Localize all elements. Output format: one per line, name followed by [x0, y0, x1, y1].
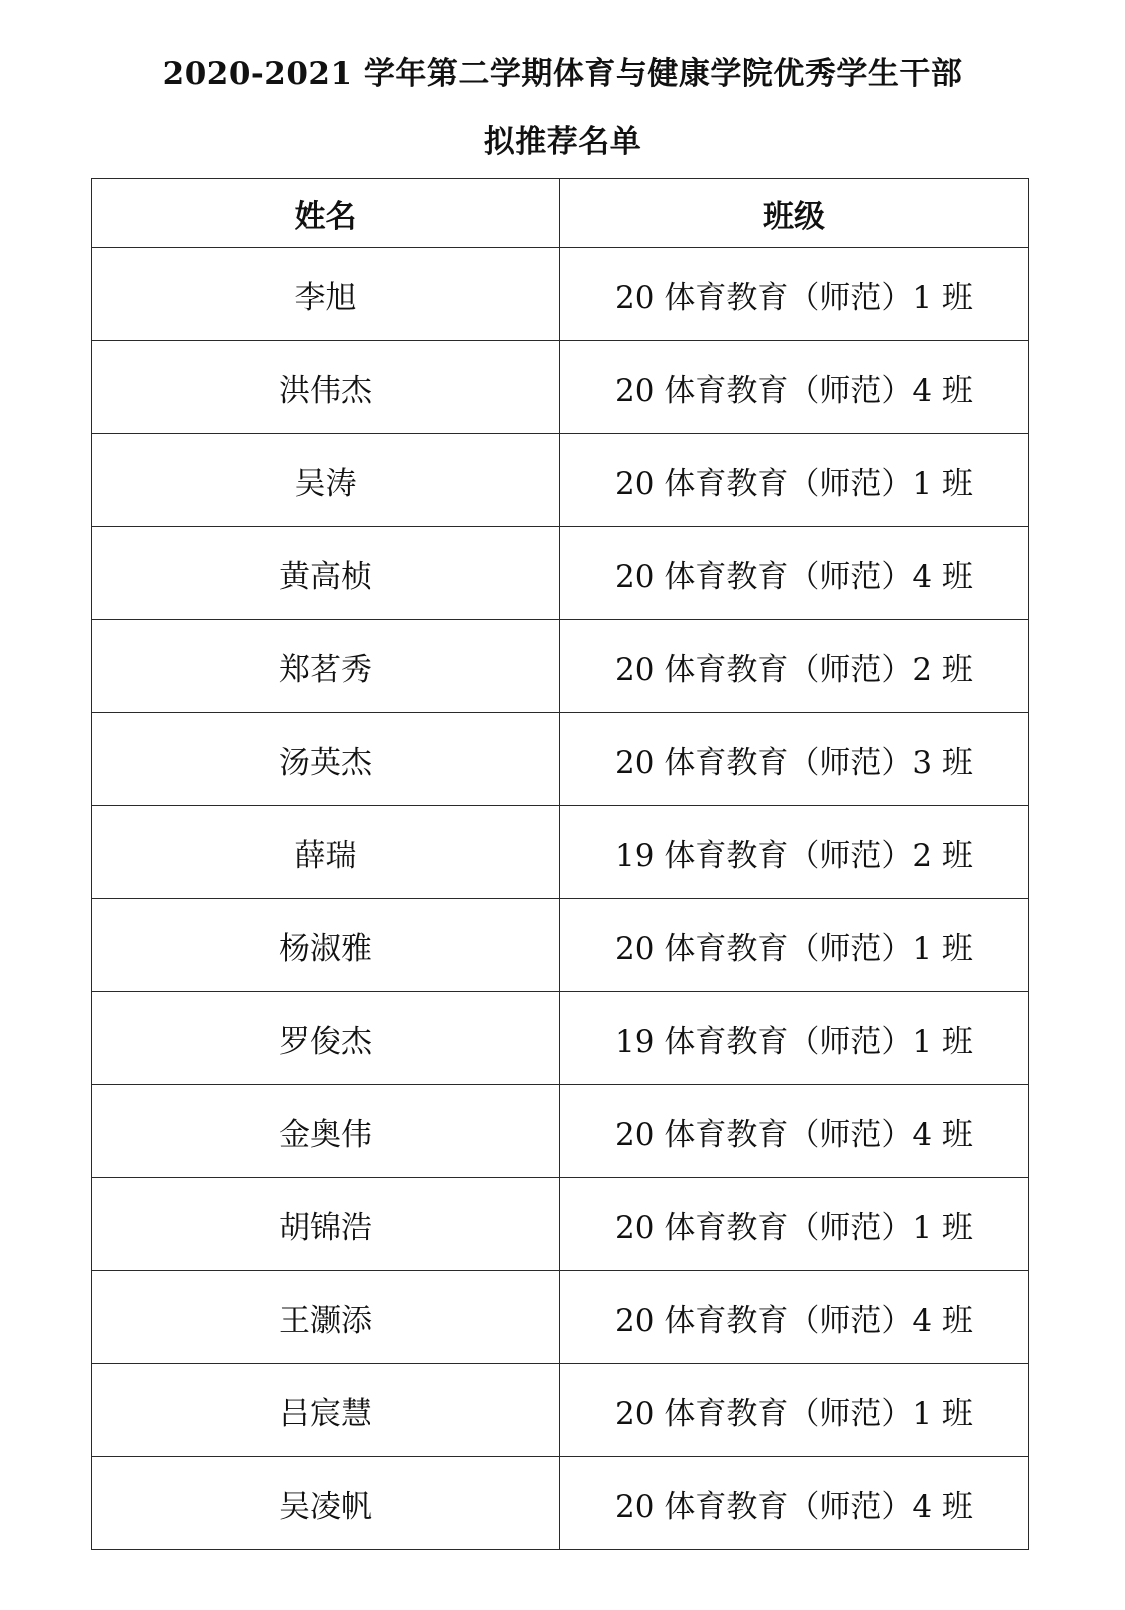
- class-cell: 19 体育教育（师范）1 班: [560, 992, 1029, 1085]
- student-name-cell: 罗俊杰: [92, 992, 560, 1085]
- column-header-name: 姓名: [92, 179, 560, 248]
- class-cell: 20 体育教育（师范）4 班: [560, 1457, 1029, 1550]
- table-row: [92, 527, 1029, 620]
- table-row: [92, 806, 1029, 899]
- table-row: [92, 434, 1029, 527]
- column-header-class: 班级: [560, 179, 1029, 248]
- document-title: 2020-2021 学年第二学期体育与健康学院优秀学生干部: [162, 56, 963, 92]
- student-name-cell: 杨淑雅: [92, 899, 560, 992]
- student-name-cell: 金奥伟: [92, 1085, 560, 1178]
- student-name-cell: 薛瑞: [92, 806, 560, 899]
- student-name-cell: 郑茗秀: [92, 620, 560, 713]
- student-name-cell: 吴涛: [92, 434, 560, 527]
- table-row: [92, 899, 1029, 992]
- table-row: [92, 713, 1029, 806]
- table-row: [92, 1271, 1029, 1364]
- class-cell: 20 体育教育（师范）4 班: [560, 527, 1029, 620]
- table-row: [92, 992, 1029, 1085]
- class-cell: 20 体育教育（师范）1 班: [560, 434, 1029, 527]
- class-cell: 20 体育教育（师范）4 班: [560, 1271, 1029, 1364]
- document-subtitle: 拟推荐名单: [483, 124, 642, 160]
- student-name-cell: 汤英杰: [92, 713, 560, 806]
- recommendation-table: [91, 178, 1029, 1550]
- class-cell: 20 体育教育（师范）1 班: [560, 1364, 1029, 1457]
- table-row: [92, 1457, 1029, 1550]
- student-name-cell: 黄高桢: [92, 527, 560, 620]
- table-row: [92, 620, 1029, 713]
- student-name-cell: 洪伟杰: [92, 341, 560, 434]
- student-name-cell: 吴凌帆: [92, 1457, 560, 1550]
- table-row: [92, 1085, 1029, 1178]
- student-name-cell: 胡锦浩: [92, 1178, 560, 1271]
- student-name-cell: 李旭: [92, 248, 560, 341]
- class-cell: 20 体育教育（师范）4 班: [560, 1085, 1029, 1178]
- table-row: [92, 248, 1029, 341]
- student-name-cell: 王灏添: [92, 1271, 560, 1364]
- table-row: [92, 1364, 1029, 1457]
- class-cell: 20 体育教育（师范）1 班: [560, 1178, 1029, 1271]
- class-cell: 20 体育教育（师范）1 班: [560, 248, 1029, 341]
- class-cell: 19 体育教育（师范）2 班: [560, 806, 1029, 899]
- class-cell: 20 体育教育（师范）2 班: [560, 620, 1029, 713]
- student-name-cell: 吕宸慧: [92, 1364, 560, 1457]
- class-cell: 20 体育教育（师范）3 班: [560, 713, 1029, 806]
- class-cell: 20 体育教育（师范）1 班: [560, 899, 1029, 992]
- table-header-row: [92, 179, 1029, 248]
- table-row: [92, 341, 1029, 434]
- class-cell: 20 体育教育（师范）4 班: [560, 341, 1029, 434]
- table-row: [92, 1178, 1029, 1271]
